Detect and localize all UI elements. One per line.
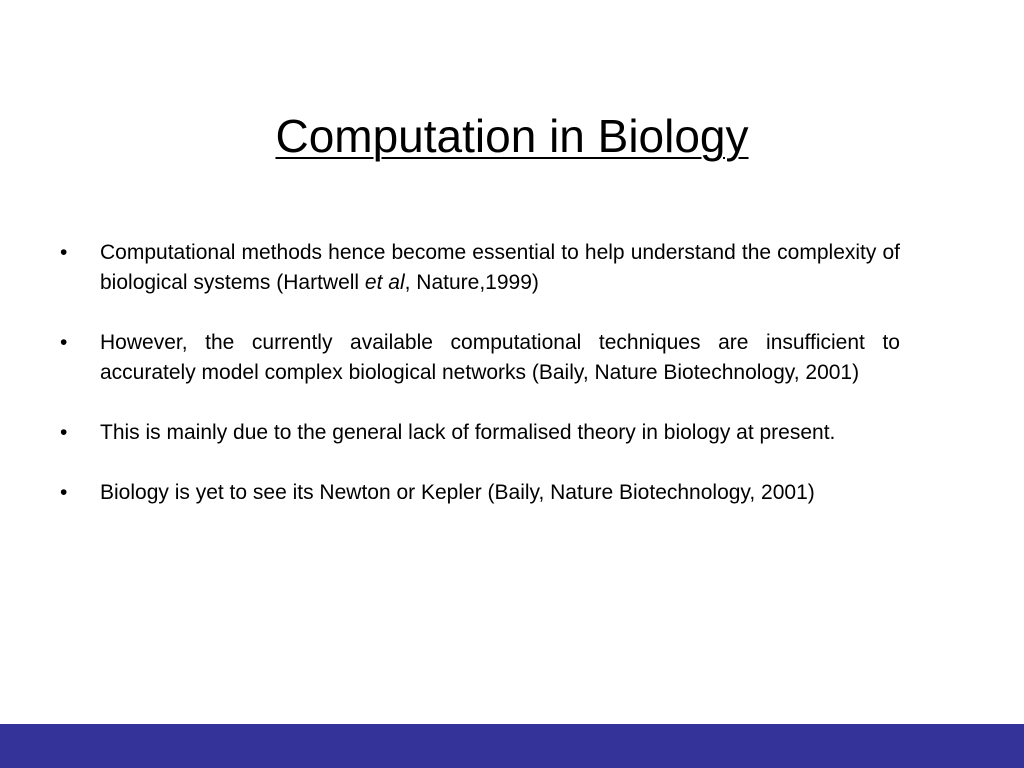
bullet-text: Biology is yet to see its Newton or Kepler (Baily, Nature Biotechnology, 2001) bbox=[100, 481, 815, 504]
bullet-text-part: , Nature,1999) bbox=[404, 271, 539, 294]
slide-title-text: Computation in Biology bbox=[275, 110, 749, 162]
bullet-icon: • bbox=[60, 241, 68, 264]
footer-bar bbox=[0, 724, 1024, 768]
bullet-list bbox=[60, 238, 900, 538]
bullet-text: This is mainly due to the general lack of formalised theory in biology at present. bbox=[100, 421, 836, 444]
bullet-text-part: Computational methods hence become essential to help understand the complexity of biological systems (Hartwell bbox=[100, 241, 900, 294]
bullet-item-3 bbox=[60, 418, 900, 448]
bullet-icon: • bbox=[60, 331, 68, 354]
bullet-item-4 bbox=[60, 478, 900, 508]
bullet-text: However, the currently available computational techniques are insufficient to accurately model complex biological networks (Baily, Nature Biotechnology, 2001) bbox=[100, 331, 900, 384]
bullet-icon: • bbox=[60, 481, 68, 504]
bullet-text-italic: et al bbox=[364, 271, 405, 294]
bullet-icon: • bbox=[60, 421, 68, 444]
bullet-item-1 bbox=[60, 238, 900, 298]
bullet-item-2 bbox=[60, 328, 900, 388]
slide-title bbox=[0, 108, 1024, 164]
